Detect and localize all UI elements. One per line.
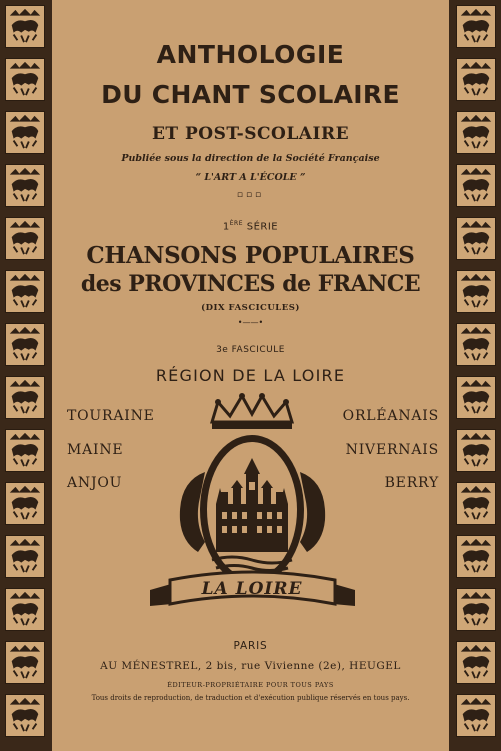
series-suffix: ÈRE xyxy=(229,220,244,227)
left-decorative-border xyxy=(0,0,50,751)
publisher-address: AU MÉNESTREL, 2 bis, rue Vivienne (2e), HEUGEL xyxy=(100,660,401,672)
heraldic-tile-icon xyxy=(5,270,45,313)
fascicule-count: (DIX FASCICULES) xyxy=(201,303,300,313)
heraldic-tile-icon xyxy=(456,323,496,366)
fascicule-number: 3e FASCICULE xyxy=(216,345,285,355)
heraldic-tile-icon xyxy=(5,5,45,48)
province-touraine: TOURAINE xyxy=(67,408,155,424)
left-rule xyxy=(50,0,52,751)
series-number: 1 xyxy=(222,221,230,233)
province-maine: MAINE xyxy=(67,442,124,458)
publisher-note: Publiée sous la direction de la Société Française xyxy=(121,153,380,164)
heraldic-tile-icon xyxy=(456,429,496,472)
society-name: “ L'ART A L'ÉCOLE ” xyxy=(195,172,306,183)
province-orleanais: ORLÉANAIS xyxy=(342,408,439,424)
heraldic-tile-icon xyxy=(456,270,496,313)
heraldic-tile-icon xyxy=(5,429,45,472)
region-title: RÉGION DE LA LOIRE xyxy=(155,366,346,385)
heraldic-tile-icon xyxy=(5,641,45,684)
chateau-crest-icon xyxy=(150,392,355,622)
heraldic-tile-icon xyxy=(456,111,496,154)
series-word: SÉRIE xyxy=(246,221,279,233)
heraldic-tile-icon xyxy=(456,482,496,525)
province-anjou: ANJOU xyxy=(67,475,123,491)
heraldic-tile-icon xyxy=(456,535,496,578)
heraldic-tile-icon xyxy=(5,164,45,207)
heraldic-tile-icon xyxy=(456,588,496,631)
heraldic-tile-icon xyxy=(5,535,45,578)
title-line-3: ET POST-SCOLAIRE xyxy=(151,124,350,144)
heraldic-tile-icon xyxy=(456,376,496,419)
main-title-line-1: CHANSONS POPULAIRES xyxy=(86,242,415,269)
ornament-icon: ▫▫▫ xyxy=(236,190,265,200)
main-title-line-2: des PROVINCES de FRANCE xyxy=(80,271,421,297)
title-line-1: ANTHOLOGIE xyxy=(156,40,345,69)
separator-ornament: •——• xyxy=(237,318,264,327)
heraldic-tile-icon xyxy=(456,164,496,207)
city: PARIS xyxy=(233,640,268,652)
heraldic-tile-icon xyxy=(5,111,45,154)
heraldic-tile-icon xyxy=(456,5,496,48)
province-berry: BERRY xyxy=(384,475,439,491)
heraldic-tile-icon xyxy=(5,482,45,525)
heraldic-tile-icon xyxy=(5,376,45,419)
title-line-2: DU CHANT SCOLAIRE xyxy=(101,80,400,109)
rights-notice: Tous droits de reproduction, de traduction et d'exécution publique réservés en tous pays. xyxy=(91,694,410,702)
editor-line: ÉDITEUR-PROPRIÉTAIRE POUR TOUS PAYS xyxy=(167,681,334,689)
heraldic-tile-icon xyxy=(456,641,496,684)
heraldic-tile-icon xyxy=(5,694,45,737)
heraldic-tile-icon xyxy=(5,58,45,101)
heraldic-tile-icon xyxy=(5,217,45,260)
right-decorative-border xyxy=(451,0,501,751)
right-rule xyxy=(449,0,451,751)
heraldic-tile-icon xyxy=(456,694,496,737)
heraldic-tile-icon xyxy=(456,217,496,260)
banner-text: LA LOIRE xyxy=(201,579,303,599)
series-label xyxy=(55,220,446,232)
heraldic-tile-icon xyxy=(5,588,45,631)
heraldic-tile-icon xyxy=(5,323,45,366)
heraldic-tile-icon xyxy=(456,58,496,101)
province-nivernais: NIVERNAIS xyxy=(345,442,439,458)
